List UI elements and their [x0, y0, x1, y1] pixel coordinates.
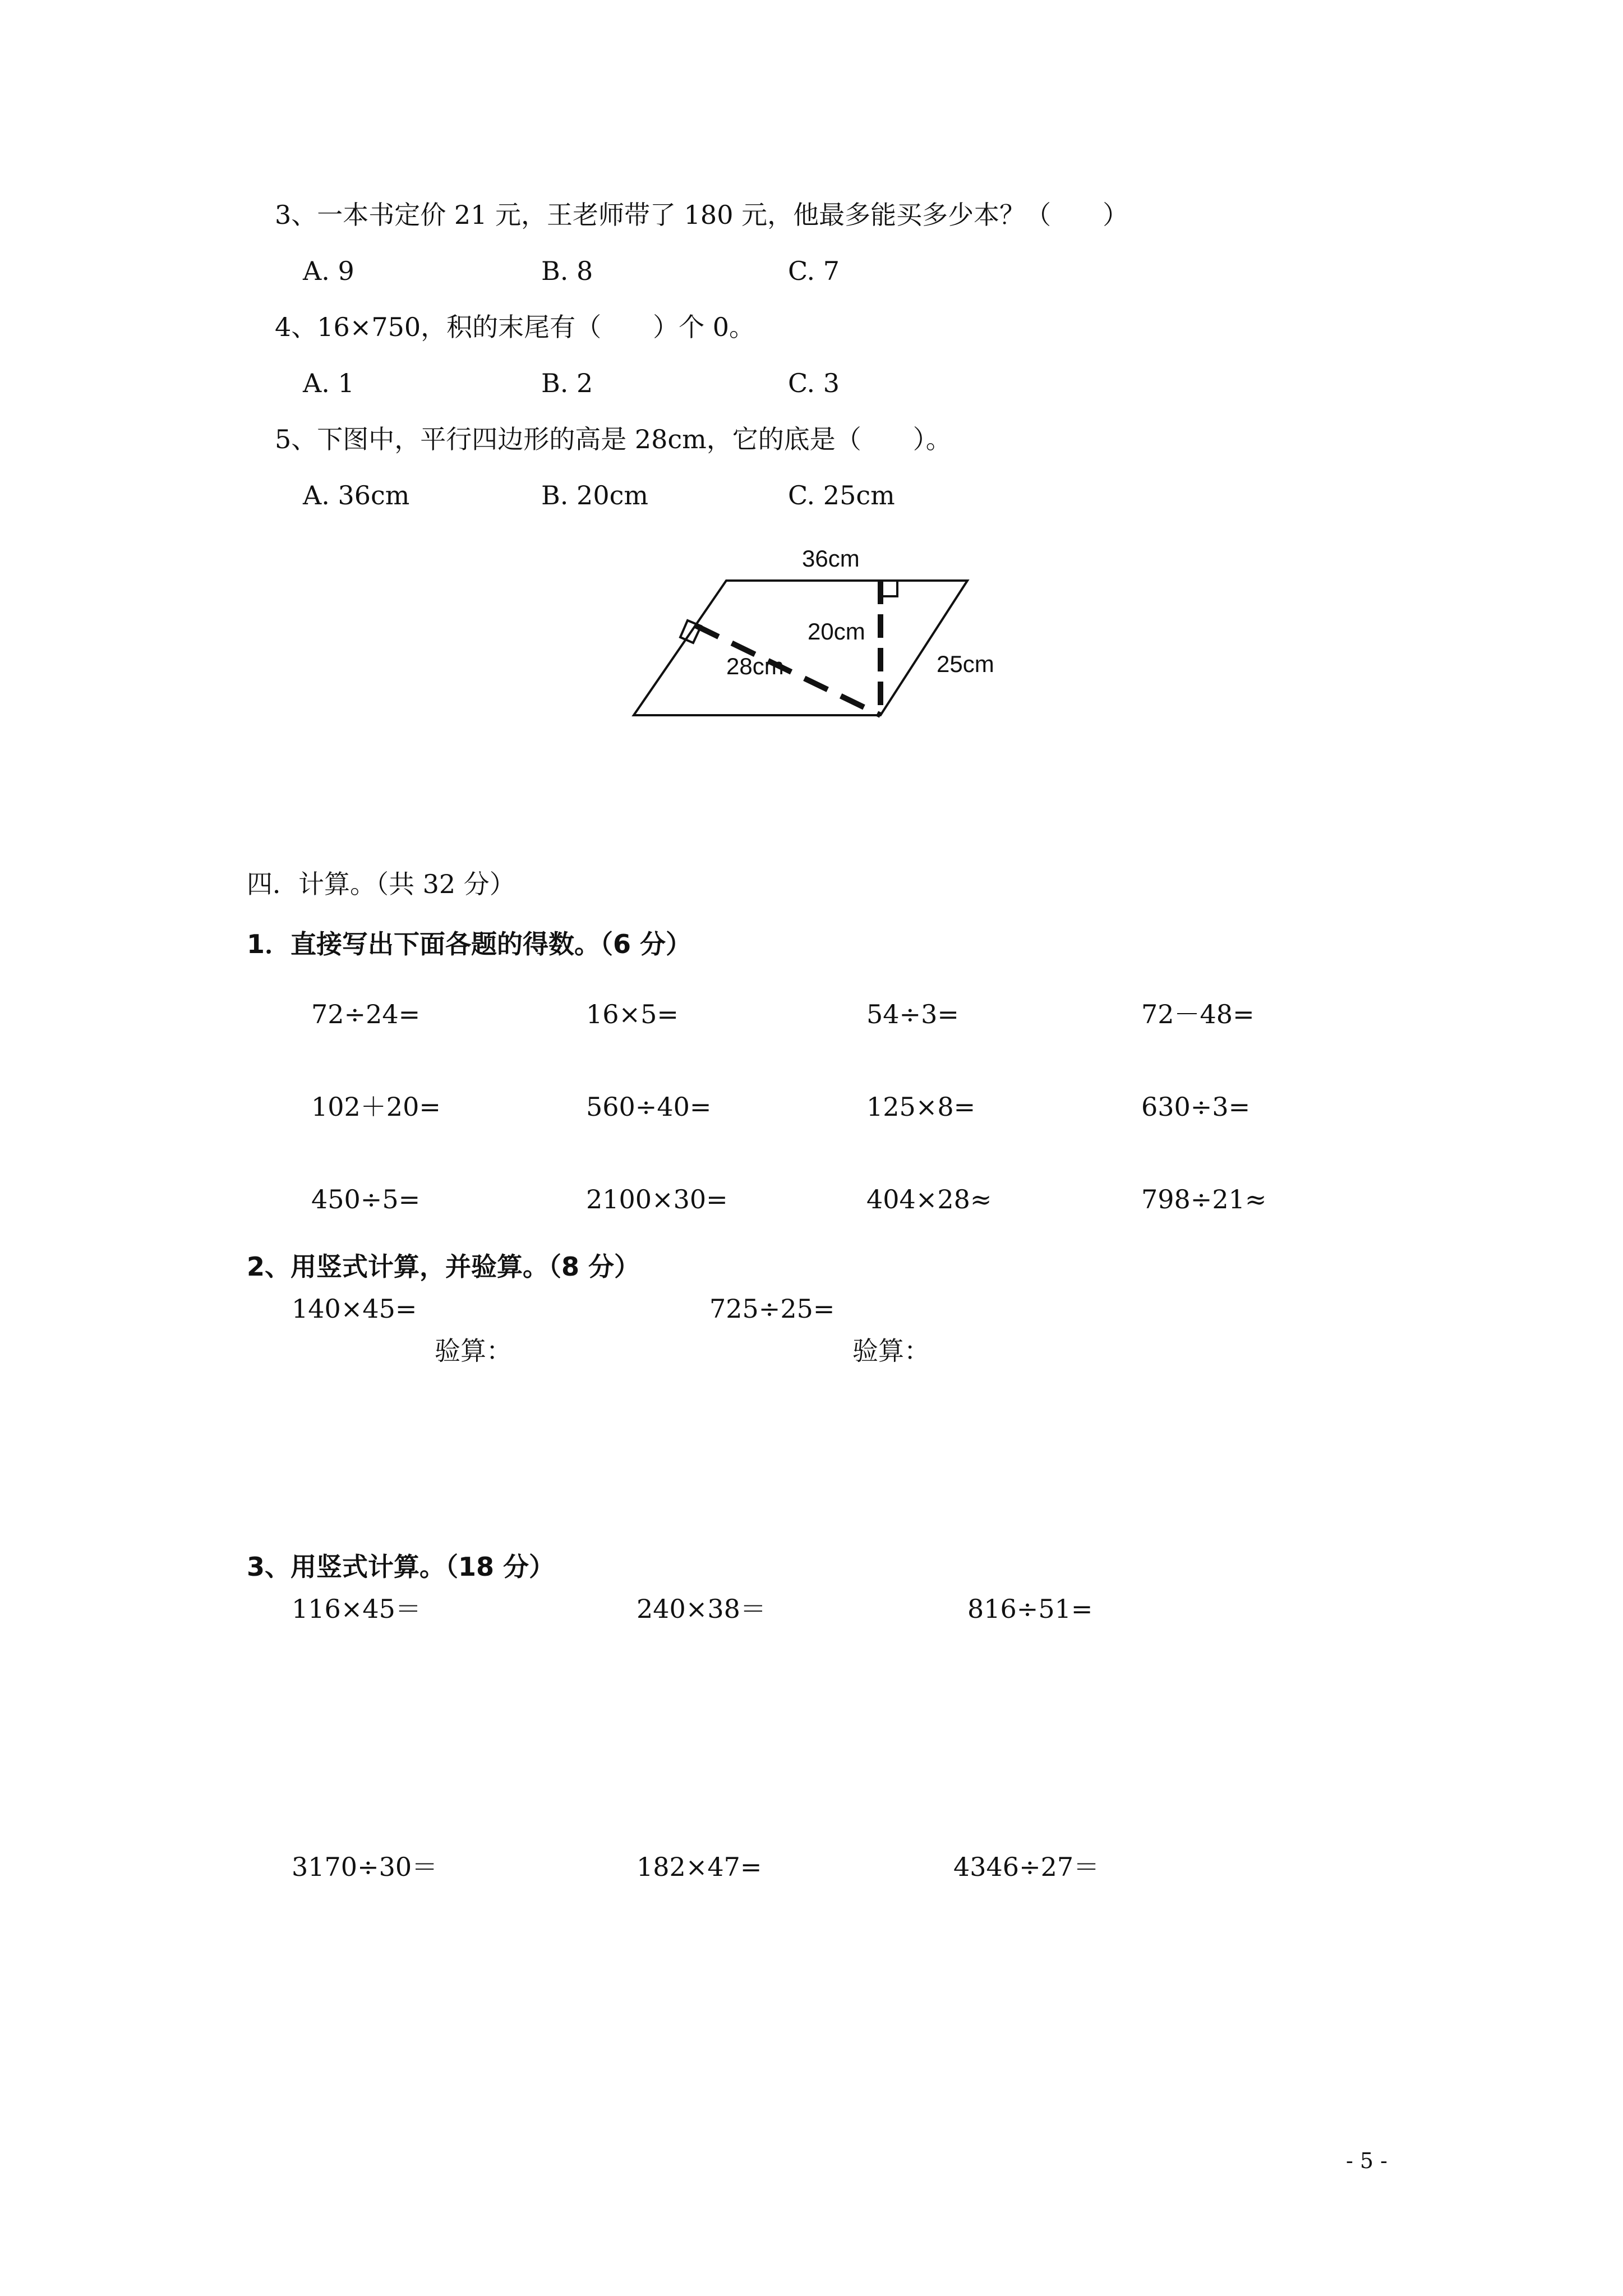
question-5: 5、下图中，平行四边形的高是 28cm，它的底是（ ）。	[275, 424, 952, 454]
page-number: - 5 -	[1346, 2148, 1388, 2173]
part-3-title: 3、用竖式计算。（18 分）	[247, 1552, 555, 1582]
mental-calc-1-4: 72－48=	[1141, 999, 1255, 1029]
vertical-calc-2-2: 182×47=	[637, 1852, 762, 1882]
vertical-calc-2-3: 4346÷27＝	[953, 1852, 1100, 1882]
mental-calc-3-4: 798÷21≈	[1141, 1184, 1267, 1214]
label-side: 25cm	[937, 651, 994, 677]
q3-option-c: C. 7	[788, 256, 840, 286]
q4-option-b: B. 2	[541, 368, 593, 398]
parallelogram-figure	[623, 527, 1026, 729]
mental-calc-3-2: 2100×30=	[586, 1184, 728, 1214]
q5-option-b: B. 20cm	[541, 480, 648, 510]
part-2-title: 2、用竖式计算，并验算。（8 分）	[247, 1251, 640, 1282]
label-top: 36cm	[802, 545, 860, 572]
mental-calc-1-3: 54÷3=	[866, 999, 959, 1029]
vertical-calc-check-2: 725÷25=	[709, 1294, 835, 1324]
mental-calc-2-4: 630÷3=	[1141, 1092, 1251, 1122]
q3-option-a: A. 9	[303, 256, 354, 286]
section-4-title: 四．计算。（共 32 分）	[247, 869, 515, 899]
vertical-calc-1-3: 816÷51=	[967, 1594, 1093, 1624]
mental-calc-1-2: 16×5=	[586, 999, 679, 1029]
q5-option-a: A. 36cm	[303, 480, 410, 510]
vertical-calc-2-1: 3170÷30＝	[292, 1852, 438, 1882]
q4-option-a: A. 1	[303, 368, 354, 398]
mental-calc-1-1: 72÷24=	[311, 999, 421, 1029]
check-label-1: 验算：	[435, 1336, 512, 1366]
question-3: 3、一本书定价 21 元，王老师带了 180 元，他最多能买多少本？（ ）	[275, 200, 1129, 230]
mental-calc-2-1: 102＋20=	[311, 1092, 441, 1122]
vertical-calc-check-1: 140×45=	[292, 1294, 417, 1324]
parallelogram-outline	[634, 581, 967, 715]
mental-calc-3-1: 450÷5=	[311, 1184, 421, 1214]
label-middle: 20cm	[808, 618, 865, 645]
mental-calc-2-3: 125×8=	[866, 1092, 976, 1122]
label-diag: 28cm	[726, 653, 784, 679]
mental-calc-2-2: 560÷40=	[586, 1092, 712, 1122]
vertical-calc-1-2: 240×38＝	[637, 1594, 766, 1624]
check-label-2: 验算：	[852, 1336, 930, 1366]
question-4: 4、16×750，积的末尾有（ ）个 0。	[275, 312, 755, 342]
q5-option-c: C. 25cm	[788, 480, 895, 510]
mental-calc-3-3: 404×28≈	[866, 1184, 992, 1214]
vertical-calc-1-1: 116×45＝	[292, 1594, 421, 1624]
q3-option-b: B. 8	[541, 256, 593, 286]
q4-option-c: C. 3	[788, 368, 840, 398]
part-1-title: 1．直接写出下面各题的得数。（6 分）	[247, 929, 692, 959]
